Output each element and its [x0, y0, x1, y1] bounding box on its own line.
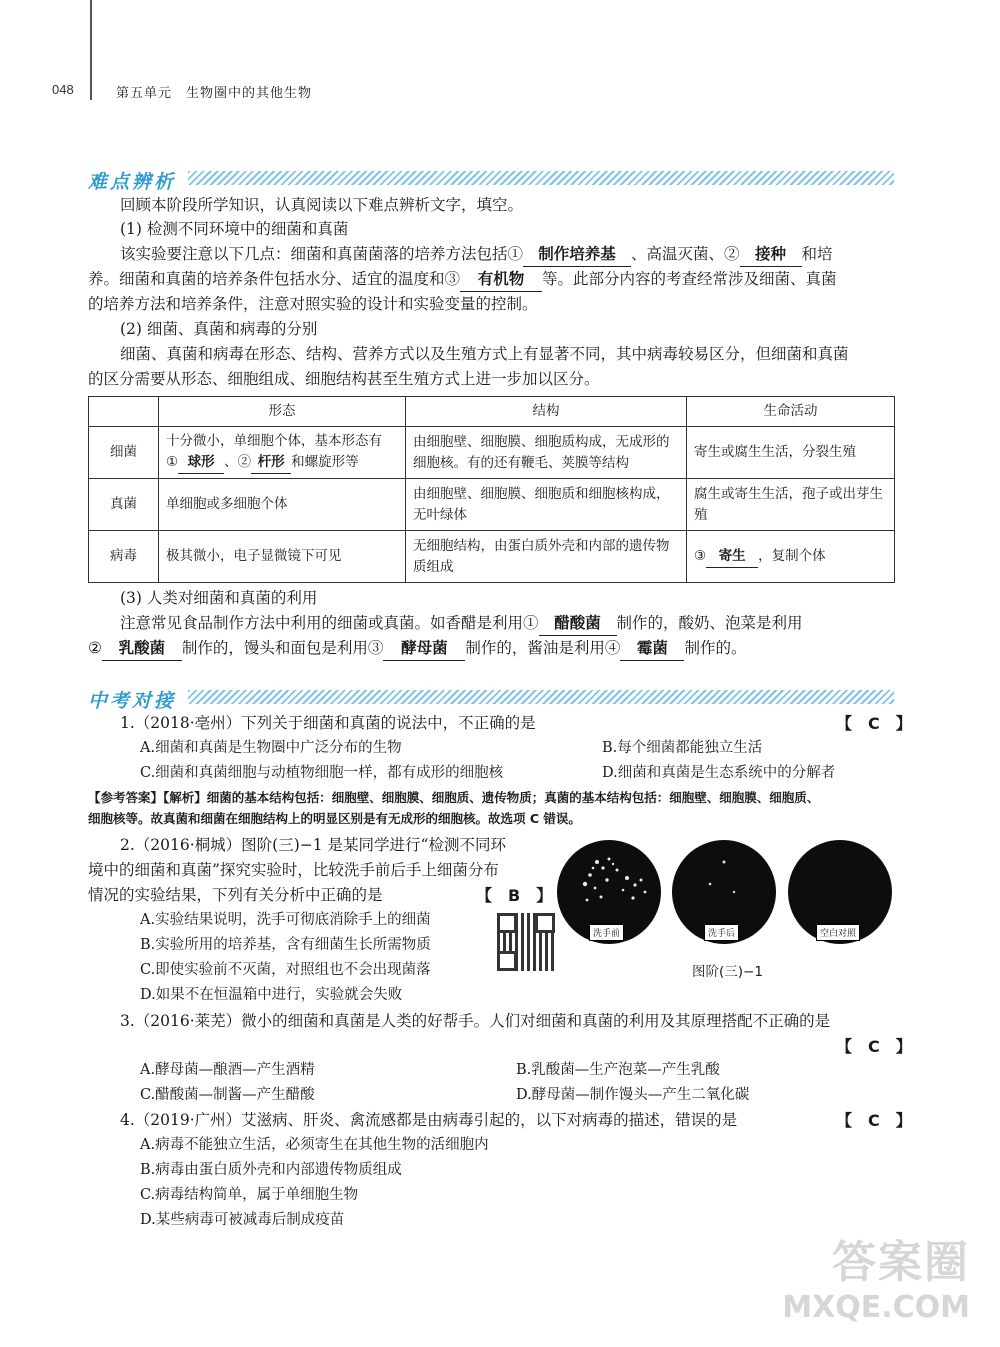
dish-label: 洗手后: [704, 924, 739, 941]
part1-title: (1) 检测不同环境中的细菌和真菌: [120, 220, 349, 238]
paragraph-line: 的区分需要从形态、细胞组成、细胞结构甚至生殖方式上进一步加以区分。: [88, 370, 600, 388]
option-c: C.醋酸菌—制酱—产生醋酸: [140, 1087, 315, 1103]
option-c: C.即使实验前不灭菌，对照组也不会出现菌落: [140, 962, 431, 978]
question-stem: 3.（2016·莱芜）微小的细菌和真菌是人类的好帮手。人们对细菌和真菌的利用及其原理搭配不正确的是: [120, 1012, 831, 1030]
option-b: B.乳酸菌—生产泡菜—产生乳酸: [516, 1062, 720, 1078]
answer-blank: 霉菌: [620, 636, 684, 661]
answer-bracket: 【 C 】: [836, 1111, 912, 1130]
table-row: 病毒 极其微小，电子显微镜下可见 无细胞结构，由蛋白质外壳和内部的遗传物质组成 ③ 寄生 ，复制个体: [89, 531, 895, 583]
explanation-line: 【参考答案】【解析】细菌的基本结构包括：细胞壁、细胞膜、细胞质、遗传物质；真菌的基本结构包括：细胞壁、细胞膜、细胞质、: [88, 790, 820, 805]
option-c: C.病毒结构简单，属于单细胞生物: [140, 1187, 359, 1203]
question-stem: 境中的细菌和真菌”探究实验时，比较洗手前后手上细菌分布: [88, 861, 499, 879]
answer-blank: 乳酸菌: [102, 636, 182, 661]
option-a: A.病毒不能独立生活，必须寄生在其他生物的活细胞内: [140, 1137, 489, 1153]
paragraph-line: 注意常见食品制作方法中利用的细菌或真菌。如香醋是利用① 醋酸菌 制作的，酸奶、泡菜是利用: [120, 611, 803, 636]
option-d: D.如果不在恒温箱中进行，实验就会失败: [140, 987, 403, 1003]
answer-blank: 杆形: [251, 452, 291, 474]
answer-blank: 接种: [740, 242, 802, 267]
answer-blank: 寄生: [706, 546, 758, 568]
option-d: D.某些病毒可被减毒后制成疫苗: [140, 1212, 345, 1228]
answer-bracket: 【 C 】: [836, 714, 912, 733]
page-number: 048: [52, 82, 74, 97]
paragraph-line: ② 乳酸菌 制作的，馒头和面包是利用③ 酵母菌 制作的，酱油是利用④ 霉菌 制作的。: [88, 636, 746, 661]
table-header-row: 形态 结构 生命活动: [89, 397, 895, 427]
option-b: B.每个细菌都能独立生活: [602, 740, 763, 756]
question-stem: 2.（2016·桐城）图阶(三)−1 是某同学进行“检测不同环: [120, 836, 506, 854]
table-row: 细菌 十分微小，单细胞个体，基本形态有 ① 球形 、② 杆形 和螺旋形等 由细胞壁、细胞膜、细胞质构成，无成形的细胞核。有的还有鞭毛、荚膜等结构 寄生或腐生生活，分裂生殖: [89, 427, 895, 479]
paragraph-line: 该实验要注意以下几点：细菌和真菌菌落的培养方法包括① 制作培养基 、高温灭菌、② 接种 和培: [120, 242, 833, 267]
answer-bracket: 【 B 】: [476, 886, 553, 905]
section-hatch-decoration: [188, 171, 894, 185]
section-title: 难点辨析: [88, 172, 177, 193]
watermark-logo: 答案圈 MXQE.COM: [782, 1237, 970, 1325]
figure-caption: 图阶(三)−1: [692, 964, 763, 980]
running-header: 第五单元 生物圈中的其他生物: [116, 85, 313, 100]
answer-blank: 制作培养基: [523, 242, 631, 267]
option-b: B.实验所用的培养基，含有细菌生长所需物质: [140, 937, 431, 953]
option-d: D.酵母菌—制作馒头—产生二氧化碳: [516, 1087, 750, 1103]
paragraph-line: 的培养方法和培养条件，注意对照实验的设计和实验变量的控制。: [88, 295, 538, 313]
petri-dish-before-wash: [557, 840, 661, 944]
question-stem: 情况的实验结果，下列有关分析中正确的是: [88, 886, 383, 904]
paragraph-line: 养。细菌和真菌的培养条件包括水分、适宜的温度和③ 有机物 等。此部分内容的考查经常涉及细菌、真菌: [88, 267, 837, 292]
margin-rule: [90, 0, 92, 100]
answer-blank: 有机物: [460, 267, 542, 292]
answer-blank: 醋酸菌: [539, 611, 617, 636]
part3-title: (3) 人类对细菌和真菌的利用: [120, 589, 318, 607]
option-a: A.实验结果说明，洗手可彻底消除手上的细菌: [140, 912, 431, 928]
answer-blank: 酵母菌: [383, 636, 465, 661]
part2-title: (2) 细菌、真菌和病毒的分别: [120, 320, 318, 338]
dish-label: 空白对照: [816, 924, 860, 941]
table-row: 真菌 单细胞或多细胞个体 由细胞壁、细胞膜、细胞质和细胞核构成，无叶绿体 腐生或寄生生活，孢子或出芽生殖: [89, 479, 895, 531]
dish-label: 洗手前: [589, 924, 624, 941]
question-stem: 1.（2018·亳州）下列关于细菌和真菌的说法中，不正确的是: [120, 714, 536, 732]
option-a: A.细菌和真菌是生物圈中广泛分布的生物: [140, 740, 402, 756]
option-b: B.病毒由蛋白质外壳和内部遗传物质组成: [140, 1162, 402, 1178]
paragraph-line: 细菌、真菌和病毒在形态、结构、营养方式以及生殖方式上有显著不同，其中病毒较易区分，但细菌和真菌: [120, 345, 849, 363]
petri-dish-after-wash: [672, 840, 776, 944]
option-c: C.细菌和真菌细胞与动植物细胞一样，都有成形的细胞核: [140, 765, 504, 781]
intro-text: 回顾本阶段所学知识，认真阅读以下难点辨析文字，填空。: [120, 196, 524, 214]
section-header-difficulty: [88, 167, 894, 193]
comparison-table: [88, 396, 895, 583]
qr-code-icon[interactable]: [497, 913, 555, 971]
section-hatch-decoration: [188, 690, 894, 704]
section-header-exam: [88, 686, 894, 712]
explanation-line: 细胞核等。故真菌和细菌在细胞结构上的明显区别是有无成形的细胞核。故选项 C 错误。: [88, 811, 581, 826]
section-title: 中考对接: [88, 691, 177, 712]
answer-bracket: 【 C 】: [836, 1037, 912, 1056]
question-stem: 4.（2019·广州）艾滋病、肝炎、禽流感都是由病毒引起的，以下对病毒的描述，错误的是: [120, 1111, 738, 1129]
answer-blank: 球形: [178, 452, 224, 474]
option-a: A.酵母菌—酿酒—产生酒精: [140, 1062, 315, 1078]
option-d: D.细菌和真菌是生态系统中的分解者: [602, 765, 836, 781]
petri-dish-control: [788, 840, 892, 944]
